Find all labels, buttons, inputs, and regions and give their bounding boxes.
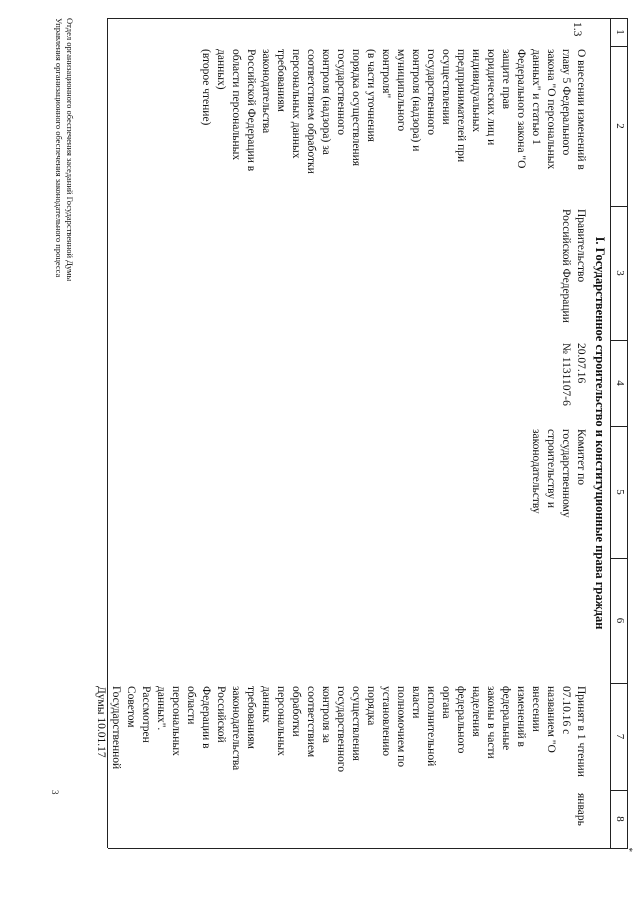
status-line: соответствием bbox=[305, 686, 317, 758]
status-line: установлению bbox=[380, 686, 392, 757]
committee-line: Комитет по bbox=[575, 429, 587, 485]
bill-title-line: закона "О персональных bbox=[545, 49, 557, 170]
status-line: законодательства bbox=[230, 686, 242, 771]
bill-title-line: данных) bbox=[215, 49, 227, 90]
bill-title-line: Федерального закона "О bbox=[515, 49, 527, 169]
col-header-5: 5 bbox=[614, 489, 626, 495]
status-line: полномочием по bbox=[395, 686, 407, 768]
section-title: I. Государственное строительство и конституционные права граждан bbox=[593, 236, 607, 630]
bill-title-line: персональных данных bbox=[290, 49, 302, 159]
status-line: Принят в 1 чтении bbox=[575, 686, 587, 777]
bill-title-line: (в части уточнения bbox=[365, 49, 377, 142]
bill-title-line: главу 5 Федерального bbox=[560, 49, 572, 156]
committee-line: законодательству bbox=[530, 429, 542, 514]
status-line: Федерации в bbox=[200, 686, 212, 749]
status-line: осуществления bbox=[350, 686, 362, 761]
bill-title-line: предпринимателей при bbox=[455, 49, 467, 163]
bill-title-line: области персональных bbox=[230, 49, 242, 161]
row-number: 1.3 bbox=[571, 22, 583, 37]
bill-number: № 1131107-6 bbox=[560, 343, 572, 406]
status-line: контроля за bbox=[320, 686, 332, 743]
status-line: Российской bbox=[215, 686, 227, 743]
bill-status bbox=[93, 686, 588, 790]
col-header-1: 1 bbox=[614, 29, 626, 35]
bill-term: январь bbox=[575, 793, 587, 826]
status-line: персональных bbox=[170, 686, 182, 756]
status-line: Думы 10.01.17 bbox=[95, 686, 107, 758]
status-line: персональных bbox=[275, 686, 287, 756]
col-header-7: 7 bbox=[614, 733, 626, 740]
status-line: внесении bbox=[530, 686, 542, 732]
status-line: данных bbox=[260, 686, 272, 723]
col-header-6: 6 bbox=[614, 617, 626, 624]
footer-line-2: Управления организационного обеспечения законодательного процесса bbox=[54, 18, 64, 278]
committee-line: государственному bbox=[560, 429, 572, 518]
status-line: государственного bbox=[335, 686, 347, 772]
bill-title bbox=[198, 49, 588, 207]
page-number: 3 bbox=[50, 790, 60, 795]
status-line: Государственной bbox=[110, 686, 122, 770]
document-page bbox=[20, 0, 640, 860]
bill-title-line: государственного bbox=[335, 49, 347, 135]
bill-title-line: муниципального bbox=[395, 49, 407, 132]
bill-title-line: контроля" bbox=[380, 49, 392, 99]
bill-registration bbox=[558, 343, 588, 425]
status-line: федеральные bbox=[500, 686, 512, 751]
col-header-4: 4 bbox=[614, 380, 626, 386]
bill-title-line: защите прав bbox=[500, 49, 512, 110]
bill-initiator bbox=[558, 209, 588, 339]
status-line: области bbox=[185, 686, 197, 725]
initiator-line: Правительство bbox=[575, 209, 587, 283]
bill-title-line: государственного bbox=[425, 49, 437, 135]
status-line: порядка bbox=[365, 686, 377, 726]
col-header-2: 2 bbox=[614, 123, 626, 129]
status-line: законы в части bbox=[485, 686, 497, 759]
responsible-committee bbox=[528, 429, 588, 557]
status-line: власти bbox=[410, 686, 422, 719]
bill-title-line: законодательства bbox=[260, 49, 272, 134]
col-header-8: 8 bbox=[614, 816, 626, 822]
status-line: требованиям bbox=[245, 686, 257, 749]
bill-title-line: контроля (надзора) за bbox=[320, 49, 332, 155]
bill-title-line: данных" и статью 1 bbox=[530, 49, 542, 145]
status-line: Рассмотрен bbox=[140, 686, 152, 743]
footer-text bbox=[53, 18, 75, 281]
bill-title-line: контроля (надзора) и bbox=[410, 49, 422, 152]
bill-title-line: индивидуальных bbox=[470, 49, 482, 133]
status-line: органа bbox=[440, 686, 452, 719]
status-line: 07.10.16 с bbox=[560, 686, 572, 735]
status-line: исполнительной bbox=[425, 686, 437, 767]
bill-title-line: юридических лиц и bbox=[485, 49, 497, 146]
status-line: федерального bbox=[455, 686, 467, 754]
corner-mark: * bbox=[624, 847, 634, 852]
status-line: Советом bbox=[125, 686, 137, 728]
footer-line-1: Отдел организационного обеспечения заседаний Государственной Думы bbox=[65, 18, 75, 282]
status-line: изменений в bbox=[515, 686, 527, 747]
status-line: данных". bbox=[155, 686, 167, 731]
initiator-line: Российской Федерации bbox=[560, 209, 572, 323]
bill-title-line: (второе чтение) bbox=[200, 49, 212, 126]
bill-title-line: порядка осуществления bbox=[350, 49, 362, 167]
table-border-right bbox=[108, 848, 628, 849]
col-header-3: 3 bbox=[614, 270, 626, 276]
table-border-left bbox=[108, 18, 628, 19]
committee-line: строительству и bbox=[545, 429, 557, 508]
bill-table bbox=[95, 18, 628, 848]
status-line: обработки bbox=[290, 686, 302, 737]
bill-title-line: О внесении изменений в bbox=[575, 49, 587, 170]
bill-title-line: осуществлении bbox=[440, 49, 452, 125]
bill-date: 20.07.16 bbox=[575, 343, 587, 384]
status-line: наделения bbox=[470, 686, 482, 737]
bill-title-line: Российской Федерации в bbox=[245, 49, 257, 172]
bill-title-line: соответствием обработки bbox=[305, 49, 317, 174]
bill-title-line: требованиям bbox=[275, 49, 287, 112]
status-line: названием "О bbox=[545, 686, 557, 753]
